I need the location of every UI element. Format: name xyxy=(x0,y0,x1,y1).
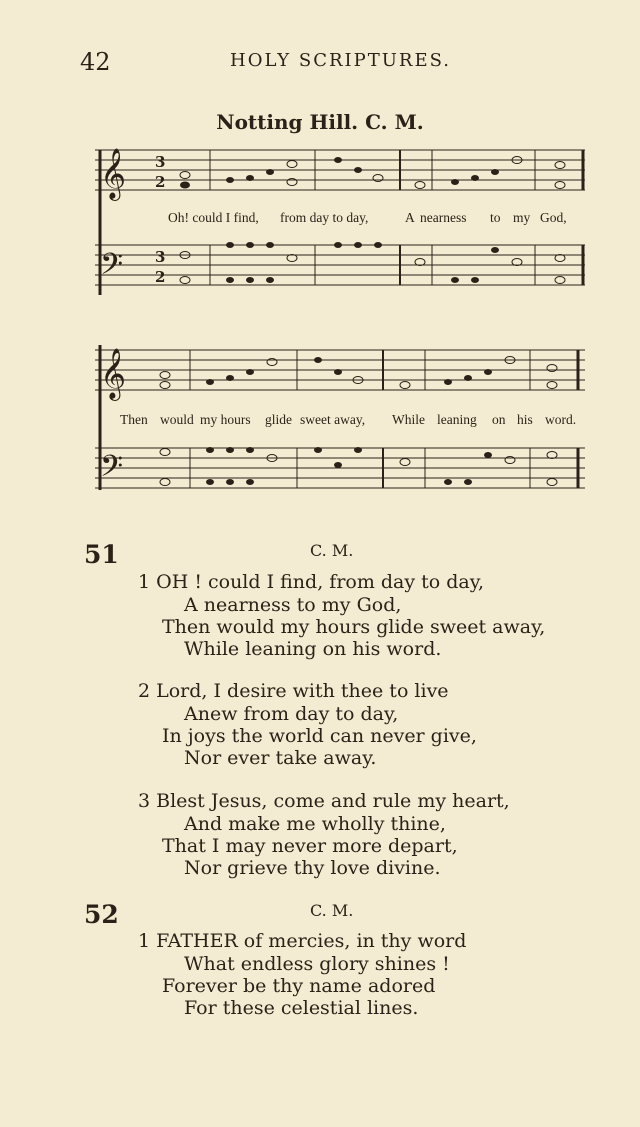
svg-text:2: 2 xyxy=(155,173,166,191)
lyric: leaning xyxy=(437,412,477,427)
staff-bass-2 xyxy=(95,448,585,488)
bass-clef: 𝄢 xyxy=(100,450,124,491)
verse-line: And make me wholly thine, xyxy=(184,813,446,835)
running-head: HOLY SCRIPTURES. xyxy=(230,50,452,71)
verse-line: What endless glory shines ! xyxy=(184,953,450,975)
bass-clef: 𝄢 xyxy=(100,248,124,289)
hymn-51-number: 51 xyxy=(84,540,119,569)
staff-bass-1 xyxy=(95,245,585,285)
verse-line: 1 OH ! could I find, from day to day, xyxy=(138,571,485,593)
lyrics-system-2 xyxy=(120,412,576,427)
lyric: his xyxy=(517,412,533,427)
lyric: word. xyxy=(545,412,577,427)
lyric: from day to day, xyxy=(280,210,369,225)
staff-treble-1 xyxy=(95,150,585,190)
lyric: would xyxy=(160,412,194,427)
lyric: on xyxy=(492,412,506,427)
verse-line: Nor ever take away. xyxy=(184,747,377,769)
lyric: While xyxy=(392,412,425,427)
time-signature-bass: 3 xyxy=(155,248,166,266)
notes-treble-1 xyxy=(180,157,565,189)
lyric: to xyxy=(490,210,501,225)
verse-line: Then would my hours glide sweet away, xyxy=(162,616,546,638)
notes-bass-1 xyxy=(180,242,565,284)
lyric: glide xyxy=(265,412,292,427)
lyric: God, xyxy=(540,210,567,225)
lyric: my hours xyxy=(200,412,251,427)
verse-line: A nearness to my God, xyxy=(184,594,402,616)
tune-title: Notting Hill. C. M. xyxy=(216,110,424,134)
notes-treble-2 xyxy=(160,357,557,389)
verse-line: In joys the world can never give, xyxy=(162,725,477,747)
music-score xyxy=(0,0,640,540)
verse-line: Nor grieve thy love divine. xyxy=(184,857,441,879)
page-number: 42 xyxy=(80,48,111,76)
system-1 xyxy=(95,148,585,295)
verse-line: While leaning on his word. xyxy=(184,638,442,660)
lyric: nearness xyxy=(420,210,467,225)
treble-clef: 𝄞 xyxy=(100,348,127,399)
hymn-52-number: 52 xyxy=(84,900,119,929)
verse-line: For these celestial lines. xyxy=(184,997,419,1019)
system-2 xyxy=(95,345,585,491)
verse-line: 3 Blest Jesus, come and rule my heart, xyxy=(138,790,510,812)
verse-line: 2 Lord, I desire with thee to live xyxy=(138,680,449,702)
verse-line: 1 FATHER of mercies, in thy word xyxy=(138,930,467,952)
lyric: Then xyxy=(120,412,148,427)
verse-line: Forever be thy name adored xyxy=(162,975,436,997)
svg-text:2: 2 xyxy=(155,268,166,286)
time-signature: 3 xyxy=(155,153,166,171)
verse-line: That I may never more depart, xyxy=(162,835,458,857)
hymn-52-meter: C. M. xyxy=(310,901,354,920)
lyric: sweet away, xyxy=(300,412,366,427)
lyric: A xyxy=(405,210,415,225)
verse-line: Anew from day to day, xyxy=(184,703,399,725)
notes-bass-2 xyxy=(160,447,557,486)
hymn-51-meter: C. M. xyxy=(310,541,354,560)
lyrics-system-1 xyxy=(168,210,567,225)
lyric: my xyxy=(513,210,531,225)
lyric: Oh! could I find, xyxy=(168,210,259,225)
treble-clef: 𝄞 xyxy=(100,148,127,199)
